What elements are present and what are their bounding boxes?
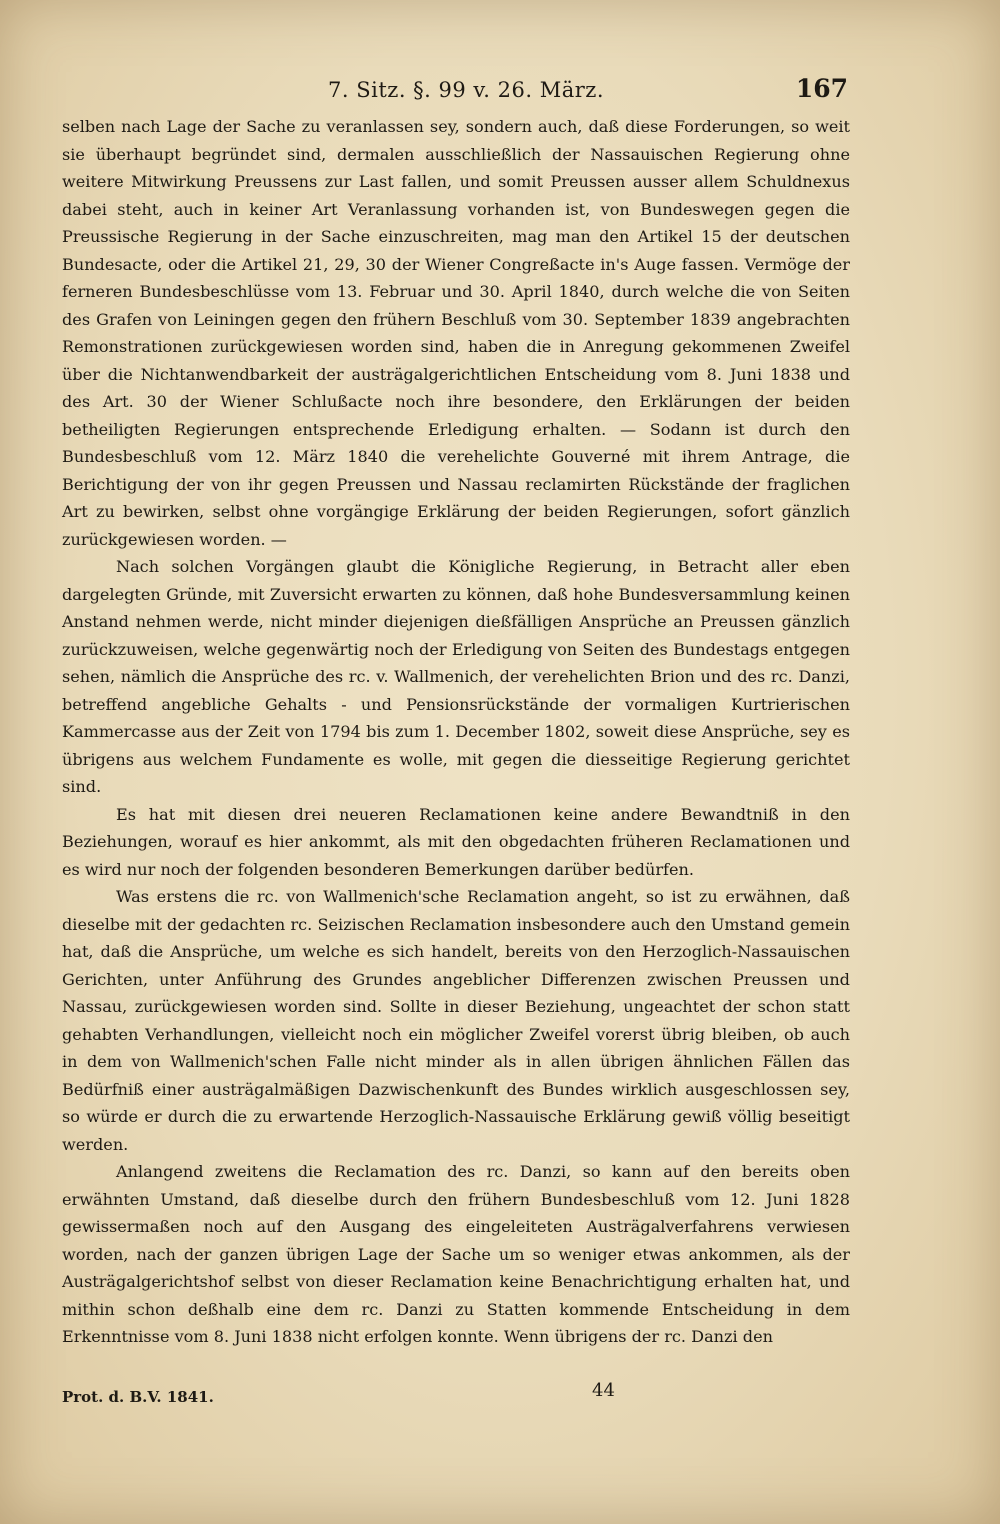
page-footer bbox=[62, 1380, 850, 1420]
page-number: 167 bbox=[795, 74, 848, 103]
paragraph: Anlangend zweitens die Reclamation des rc. Danzi, so kann auf den bereits oben erwähnten Umstand, daß dieselbe durch den frühern Bundesbeschluß vom 12. Juni 1828 gewissermaßen noch auf den Ausgang des eingeleiteten Austrägalverfahrens verwiesen worden, nach der ganzen übrigen Lage der Sache um so weniger etwas ankommen, als der Austrägalgerichtshof selbst von dieser Reclamation keine Benachrichtigung erhalten hat, und mithin schon deßhalb eine dem rc. Danzi zu Statten kommende Entscheidung in dem Erkenntnisse vom 8. Juni 1838 nicht erfolgen konnte. Wenn übrigens der rc. Danzi den bbox=[62, 1162, 850, 1346]
paragraph: selben nach Lage der Sache zu veranlassen sey, sondern auch, daß diese Forderungen, so weit sie überhaupt begründet sind, dermalen ausschließlich der Nassauischen Regierung ohne weitere Mitwirkung Preussens zur Last fallen, und somit Preussen ausser allem Schuldnexus dabei steht, auch in keiner Art Veranlassung vorhanden ist, von Bundeswegen gegen die Preussische Regierung in der Sache einzuschreiten, mag man den Artikel 15 der deutschen Bundesacte, oder die Artikel 21, 29, 30 der Wiener Congreßacte in's Auge fassen. Vermöge der ferneren Bundesbeschlüsse vom 13. Februar und 30. April 1840, durch welche die von Seiten des Grafen von Leiningen gegen den frühern Beschluß vom 30. September 1839 angebrachten Remonstrationen zurückgewiesen worden sind, haben die in Anregung gekommenen Zweifel über die Nichtanwendbarkeit der austrägalgerichtlichen Entscheidung vom 8. Juni 1838 und des Art. 30 der Wiener Schlußacte noch ihre besondere, den Erklärungen der beiden betheiligten Regierungen entsprechende Erledigung erhalten. — Sodann ist durch den Bundesbeschluß vom 12. März 1840 die verehelichte Gouverné mit ihrem Antrage, die Berichtigung der von ihr gegen Preussen und Nassau reclamirten Rückstände der fraglichen Art zu bewirken, selbst ohne vorgängige Erklärung der beiden Regierungen, sofort gänzlich zurückgewiesen worden. — bbox=[62, 117, 850, 549]
signature-mark: 44 bbox=[592, 1380, 615, 1401]
paragraph: Was erstens die rc. von Wallmenich'sche Reclamation angeht, so ist zu erwähnen, daß dieselbe mit der gedachten rc. Seizischen Reclamation insbesondere auch den Umstand gemein hat, daß die Ansprüche, um welche es sich handelt, bereits von den Herzoglich-Nassauischen Gerichten, unter Anführung des Grundes angeblicher Differenzen zwischen Preussen und Nassau, zurückgewiesen worden sind. Sollte in dieser Beziehung, ungeachtet der schon statt gehabten Verhandlungen, vielleicht noch ein möglicher Zweifel vorerst übrig bleiben, ob auch in dem von Wallmenich'schen Falle nicht minder als in allen übrigen ähnlichen Fällen das Bedürfniß einer austrägalmäßigen Dazwischenkunft des Bundes wirklich ausgeschlossen sey, so würde er durch die zu erwartende Herzoglich-Nassauische Erklärung gewiß völlig beseitigt werden. bbox=[62, 887, 850, 1154]
running-head: 7. Sitz. §. 99 v. 26. März. bbox=[328, 78, 605, 102]
paragraph: Es hat mit diesen drei neueren Reclamationen keine andere Bewandtniß in den Beziehungen, worauf es hier ankommt, als mit den obgedachten früheren Reclamationen und es wird nur noch der folgenden besonderen Bemerkungen darüber bedürfen. bbox=[62, 804, 850, 879]
body-text bbox=[62, 113, 850, 1351]
page-header bbox=[60, 70, 860, 110]
paragraph: Nach solchen Vorgängen glaubt die Königliche Regierung, in Betracht aller eben dargelegten Gründe, mit Zuversicht erwarten zu können, daß hohe Bundesversammlung keinen Anstand nehmen werde, nicht minder diejenigen dießfälligen Ansprüche an Preussen gänzlich zurückzuweisen, welche gegenwärtig noch der Erledigung von Seiten des Bundestags entgegen sehen, nämlich die Ansprüche des rc. v. Wallmenich, der verehelichten Brion und des rc. Danzi, betreffend angebliche Gehalts - und Pensionsrückstände der vormaligen Kurtrierischen Kammercasse aus der Zeit von 1794 bis zum 1. December 1802, soweit diese Ansprüche, sey es übrigens aus welchem Fundamente es wolle, mit gegen die diesseitige Regierung gerichtet sind. bbox=[62, 557, 850, 796]
publication-line: Prot. d. B.V. 1841. bbox=[62, 1388, 214, 1406]
